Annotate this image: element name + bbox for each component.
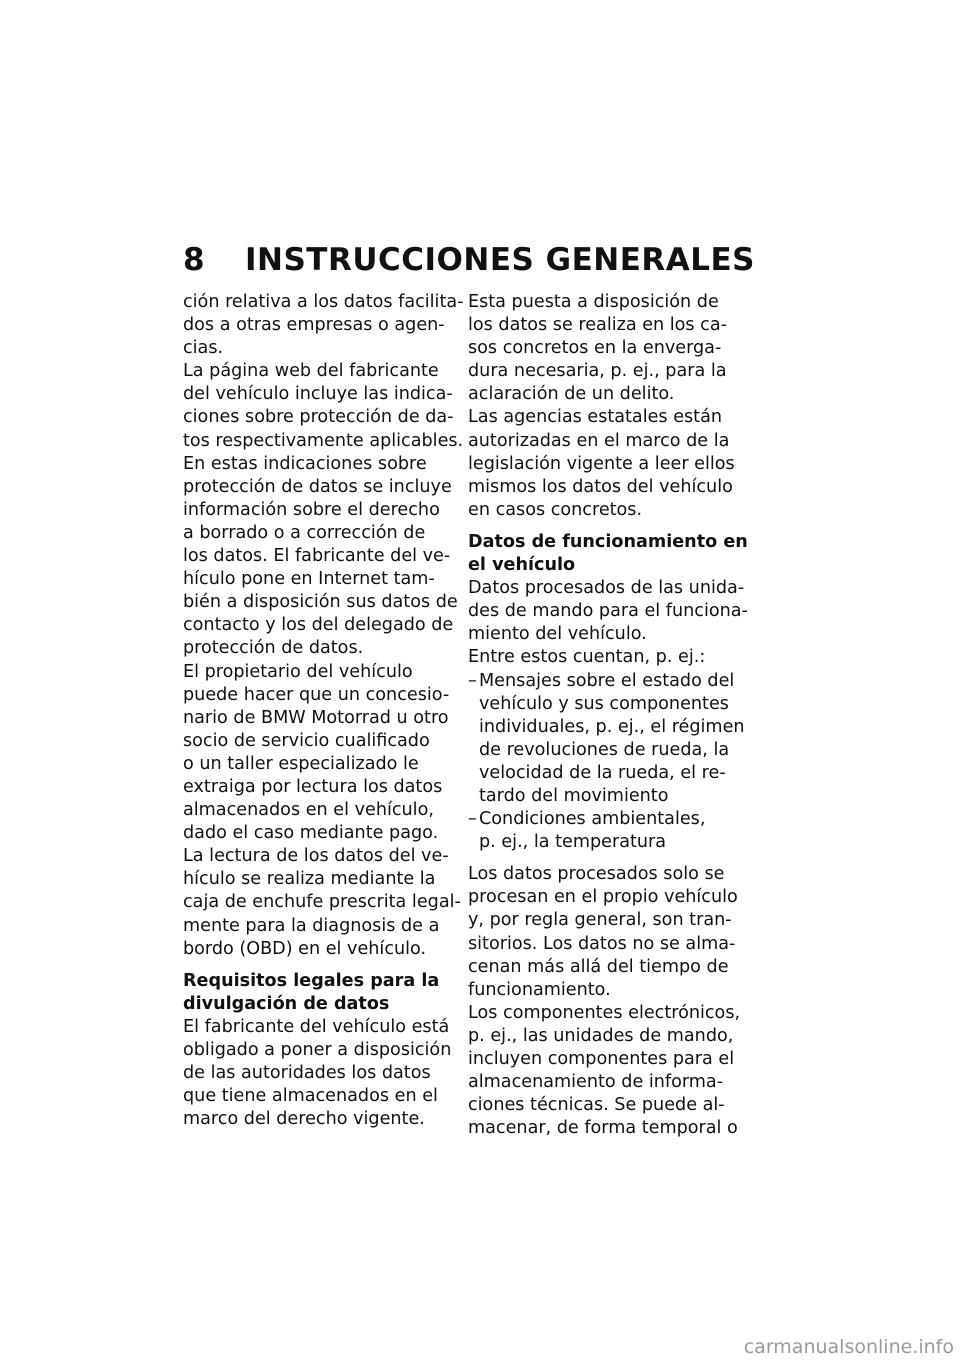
text-line (183, 476, 453, 499)
text-line (183, 314, 453, 337)
line-text: bién a disposición sus datos de (183, 592, 458, 613)
text-line (183, 614, 453, 637)
subheading-line (468, 554, 738, 577)
line-text: macenar, de forma temporal o (468, 1118, 738, 1139)
right-text-column (468, 291, 748, 1140)
text-line (183, 337, 453, 360)
text-line (183, 730, 453, 753)
line-text: de las autoridades los datos (183, 1063, 431, 1084)
line-text: almacenados en el vehículo, (183, 800, 434, 821)
line-text: sos concretos en la enverga- (468, 338, 722, 359)
line-text: aclaración de un delito. (468, 384, 675, 405)
text-line (468, 623, 738, 646)
line-text: mismos los datos del vehículo (468, 476, 733, 497)
subheading-line (183, 993, 453, 1016)
text-line (183, 776, 453, 799)
text-line (183, 522, 453, 545)
text-line (468, 453, 738, 476)
text-line (468, 1071, 738, 1094)
text-line (183, 661, 453, 684)
line-text: El fabricante del vehículo está (183, 1016, 450, 1037)
line-text: Las agencias estatales están (468, 407, 723, 428)
line-text: mente para la diagnosis de a (183, 915, 440, 936)
line-text: autorizadas en el marco de la (468, 430, 730, 451)
chapter-number: 8 (183, 242, 206, 278)
list-item-continuation (468, 785, 738, 808)
text-line (183, 1016, 453, 1039)
line-text: La página web del fabricante (183, 361, 439, 382)
chapter-title: INSTRUCCIONES GENERALES (245, 242, 755, 278)
line-text: bordo (OBD) en el vehículo. (183, 938, 427, 959)
line-text: dura necesaria, p. ej., para la (468, 361, 727, 382)
line-text: Datos de funcionamiento en (468, 531, 748, 552)
line-text: los datos se realiza en los ca- (468, 315, 727, 336)
line-text: cias. (183, 338, 224, 359)
list-item (468, 808, 738, 831)
text-line (468, 863, 738, 886)
line-text: miento del vehículo. (468, 624, 647, 645)
text-line (183, 1062, 453, 1085)
line-text: contacto y los del delegado de (183, 615, 454, 636)
text-line (468, 406, 738, 429)
subheading-line (468, 531, 748, 554)
chapter-heading (183, 240, 755, 280)
line-text: a borrado o a corrección de (183, 522, 426, 543)
text-line (183, 753, 453, 776)
line-text: dado el caso mediante pago. (183, 823, 439, 844)
line-text: Condiciones ambientales, (479, 809, 706, 830)
list-item-continuation (468, 716, 745, 739)
line-text: socio de servicio cualificado (183, 730, 430, 751)
line-text: individuales, p. ej., el régimen (479, 716, 745, 737)
line-text: nario de BMW Motorrad u otro (183, 707, 449, 728)
text-line (468, 979, 738, 1002)
line-text: Requisitos legales para la (183, 970, 440, 991)
text-line (468, 1002, 741, 1025)
text-line (183, 383, 453, 406)
text-line (183, 915, 453, 938)
line-text: en casos concretos. (468, 499, 643, 520)
line-text: procesan en el propio vehículo (468, 887, 738, 908)
text-line (468, 886, 738, 909)
line-text: Esta puesta a disposición de (468, 292, 719, 312)
list-item-continuation (468, 831, 738, 854)
paragraph-gap (468, 522, 738, 531)
text-line (468, 476, 738, 499)
text-line (183, 707, 453, 730)
text-line (183, 868, 453, 891)
text-line (468, 933, 738, 956)
watermark: carmanualsonline.info (743, 1336, 954, 1358)
line-text: incluyen componentes para el (468, 1049, 735, 1069)
list-dash: – (468, 809, 477, 830)
text-line (183, 845, 453, 868)
line-text: almacenamiento de informa- (468, 1072, 724, 1093)
left-text-column (183, 291, 464, 1131)
text-line (468, 499, 738, 522)
text-line (468, 360, 738, 383)
line-text: p. ej., las unidades de mando, (468, 1025, 734, 1046)
line-text: información sobre el derecho (183, 499, 440, 520)
text-line (468, 1094, 738, 1117)
line-text: Mensajes sobre el estado del (479, 670, 735, 691)
line-text: tos respectivamente aplicables. (183, 430, 464, 451)
text-line (468, 1048, 738, 1071)
text-line (183, 1039, 453, 1062)
text-line (183, 591, 458, 614)
line-text: funcionamiento. (468, 979, 611, 1000)
text-line (468, 1117, 738, 1140)
text-line (183, 360, 453, 383)
line-text: legislación vigente a leer ellos (468, 453, 735, 474)
line-text: el vehículo (468, 555, 576, 576)
text-line (468, 314, 738, 337)
text-line (183, 291, 464, 314)
list-item (468, 670, 738, 693)
text-line (183, 684, 453, 707)
text-line (183, 430, 464, 453)
text-line (183, 545, 453, 568)
line-text: del vehículo incluye las indica- (183, 384, 453, 405)
text-line (468, 430, 738, 453)
line-text: obligado a poner a disposición (183, 1040, 452, 1060)
line-text: puede hacer que un concesio- (183, 684, 450, 705)
line-text: o un taller especializado le (183, 753, 419, 774)
text-line (468, 909, 738, 932)
line-text: ciones sobre protección de da- (183, 407, 454, 428)
line-text: cenan más allá del tiempo de (468, 956, 729, 977)
line-text: divulgación de datos (183, 993, 390, 1014)
line-text: hículo pone en Internet tam- (183, 569, 435, 590)
paragraph-gap (468, 854, 738, 863)
line-text: los datos. El fabricante del ve- (183, 546, 451, 567)
line-text: y, por regla general, son tran- (468, 910, 732, 931)
text-line (468, 383, 738, 406)
line-text: des de mando para el funciona- (468, 601, 748, 622)
line-text: sitorios. Los datos no se alma- (468, 933, 736, 954)
line-text: ciones técnicas. Se puede al- (468, 1095, 725, 1116)
line-text: p. ej., la temperatura (479, 832, 667, 853)
line-text: extraiga por lectura los datos (183, 776, 443, 797)
line-text: tardo del movimiento (479, 785, 669, 806)
line-text: Entre estos cuentan, p. ej.: (468, 647, 706, 668)
subheading-line (183, 970, 453, 993)
line-text: dos a otras empresas o agen- (183, 315, 445, 336)
line-text: Los datos procesados solo se (468, 864, 725, 885)
text-line (468, 600, 748, 623)
line-text: que tiene almacenados en el (183, 1086, 438, 1107)
text-line (183, 1085, 453, 1108)
line-text: caja de enchufe prescrita legal- (183, 892, 461, 913)
line-text: La lectura de los datos del ve- (183, 846, 449, 867)
text-line (468, 577, 745, 600)
line-text: vehículo y sus componentes (479, 693, 729, 714)
text-line (183, 568, 453, 591)
list-item-continuation (468, 739, 738, 762)
text-line (183, 938, 453, 961)
line-text: protección de datos se incluye (183, 476, 452, 497)
text-line (183, 822, 453, 845)
line-text: hículo se realiza mediante la (183, 869, 436, 890)
line-text: Datos procesados de las unida- (468, 578, 745, 599)
text-line (183, 799, 453, 822)
paragraph-gap (183, 961, 453, 970)
text-line (468, 1025, 738, 1048)
line-text: protección de datos. (183, 638, 364, 659)
line-text: Los componentes electrónicos, (468, 1002, 741, 1023)
text-line (468, 337, 738, 360)
line-text: El propietario del vehículo (183, 661, 413, 682)
line-text: marco del derecho vigente. (183, 1109, 425, 1130)
text-line (468, 291, 738, 314)
text-line (468, 646, 738, 669)
line-text: velocidad de la rueda, el re- (479, 762, 726, 783)
text-line (183, 891, 461, 914)
text-line (183, 499, 453, 522)
list-item-continuation (468, 693, 738, 716)
text-line (183, 1108, 453, 1131)
line-text: de revoluciones de rueda, la (479, 739, 730, 760)
text-line (183, 406, 453, 429)
list-item-continuation (468, 762, 738, 785)
text-line (468, 956, 738, 979)
list-dash: – (468, 670, 477, 691)
line-text: En estas indicaciones sobre (183, 453, 427, 474)
text-line (183, 637, 453, 660)
line-text: ción relativa a los datos facilita- (183, 292, 464, 312)
text-line (183, 453, 453, 476)
